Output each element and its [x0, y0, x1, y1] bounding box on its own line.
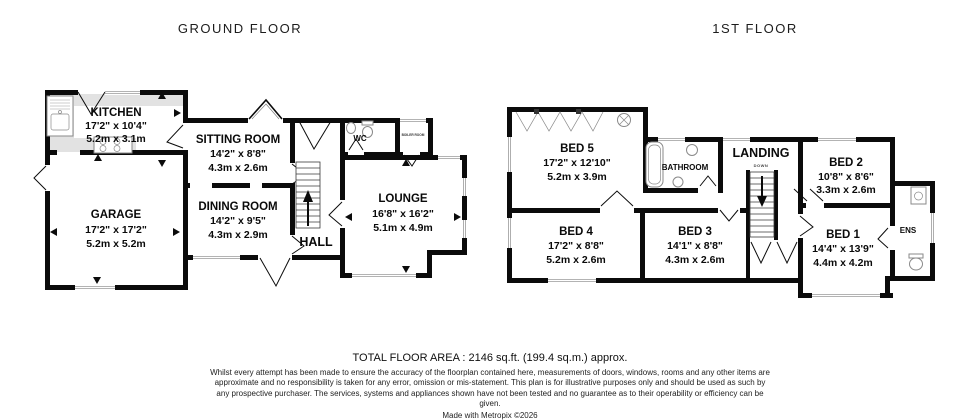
room-dims-bed1-imperial: 14'4" x 13'9" — [812, 243, 874, 255]
room-dims-lounge-metric: 5.1m x 4.9m — [373, 222, 433, 234]
room-label-dining: DINING ROOM — [198, 201, 278, 213]
ground-floor-plan — [34, 90, 467, 290]
first-floor-title: 1ST FLOOR — [712, 21, 798, 36]
room-dims-bed5-imperial: 17'2" x 12'10" — [543, 157, 611, 169]
room-dims-bed4-imperial: 17'2" x 8'8" — [548, 240, 604, 252]
disclaimer-text: Whilst every attempt has been made to ensure the accuracy of the floorplan contained here, measurements of doors, windows, rooms and any other items are approximate and no responsibility is taken for any error, omission or mis-statement. This plan is for illustrative purposes only and should be used as such by any prospective purchaser. The services, systems and appliances shown have not been tested and no guarantee as to their operability or efficiency can be given. — [210, 368, 770, 409]
wc-sink-icon — [347, 123, 356, 134]
ens-sink-icon — [911, 187, 926, 204]
room-label-sitting: SITTING ROOM — [195, 134, 281, 146]
ground-floor-title: GROUND FLOOR — [177, 21, 303, 36]
ground-labels — [85, 107, 434, 250]
room-label-bed4: BED 4 — [559, 226, 593, 238]
room-label-landing: LANDING — [732, 146, 790, 160]
room-dims-dining-metric: 4.3m x 2.9m — [208, 229, 268, 241]
wardrobe-icon — [516, 109, 603, 131]
first-stairs-icon — [750, 172, 774, 237]
room-dims-sitting-metric: 4.3m x 2.6m — [208, 162, 268, 174]
ens-toilet-icon — [909, 254, 923, 270]
kitchen-sink-icon — [47, 96, 73, 136]
room-dims-bed3-imperial: 14'1" x 8'8" — [667, 240, 723, 252]
room-dims-bed5-metric: 5.2m x 3.9m — [547, 171, 607, 183]
room-label-lounge: LOUNGE — [378, 193, 428, 205]
bathroom-sink2-icon — [673, 177, 683, 187]
metropix-credit: Made with Metropix ©2026 — [442, 410, 538, 420]
room-dims-garage-metric: 5.2m x 5.2m — [86, 238, 146, 250]
room-label-bed5: BED 5 — [560, 143, 594, 155]
room-label-garage: GARAGE — [90, 209, 142, 221]
room-dims-bed2-imperial: 10'8" x 8'6" — [818, 171, 874, 183]
footer — [0, 352, 980, 420]
room-label-boiler: BOILER ROOM — [401, 133, 425, 137]
room-dims-kitchen-metric: 5.2m x 3.1m — [86, 133, 146, 145]
first-walls — [507, 107, 935, 298]
room-label-wc: WC — [353, 134, 367, 143]
bathroom-sink-icon — [687, 145, 698, 156]
room-label-bed3: BED 3 — [678, 226, 712, 238]
room-label-kitchen: KITCHEN — [90, 107, 142, 119]
total-floor-area: TOTAL FLOOR AREA : 2146 sq.ft. (199.4 sq.m.) approx. — [352, 352, 628, 364]
ceiling-light-icon — [618, 114, 631, 127]
room-dims-bed3-metric: 4.3m x 2.6m — [665, 254, 725, 266]
room-dims-lounge-imperial: 16'8" x 16'2" — [372, 208, 434, 220]
ground-stairs-icon — [296, 162, 320, 228]
landing-down-label: DOWN — [753, 163, 769, 168]
room-dims-sitting-imperial: 14'2" x 8'8" — [210, 148, 266, 160]
room-label-bathroom: BATHROOM — [661, 163, 709, 172]
room-dims-garage-imperial: 17'2" x 17'2" — [85, 224, 147, 236]
room-dims-dining-imperial: 14'2" x 9'5" — [210, 215, 266, 227]
room-dims-bed4-metric: 5.2m x 2.6m — [546, 254, 606, 266]
room-dims-bed1-metric: 4.4m x 4.2m — [813, 257, 873, 269]
room-dims-bed2-metric: 3.3m x 2.6m — [816, 184, 876, 196]
room-label-bed1: BED 1 — [826, 229, 860, 241]
first-floor-plan — [507, 107, 935, 298]
bath-icon — [646, 142, 663, 187]
room-label-hall: HALL — [299, 235, 333, 249]
room-dims-kitchen-imperial: 17'2" x 10'4" — [85, 120, 147, 132]
room-label-ens: ENS — [899, 226, 917, 235]
room-label-bed2: BED 2 — [829, 157, 863, 169]
